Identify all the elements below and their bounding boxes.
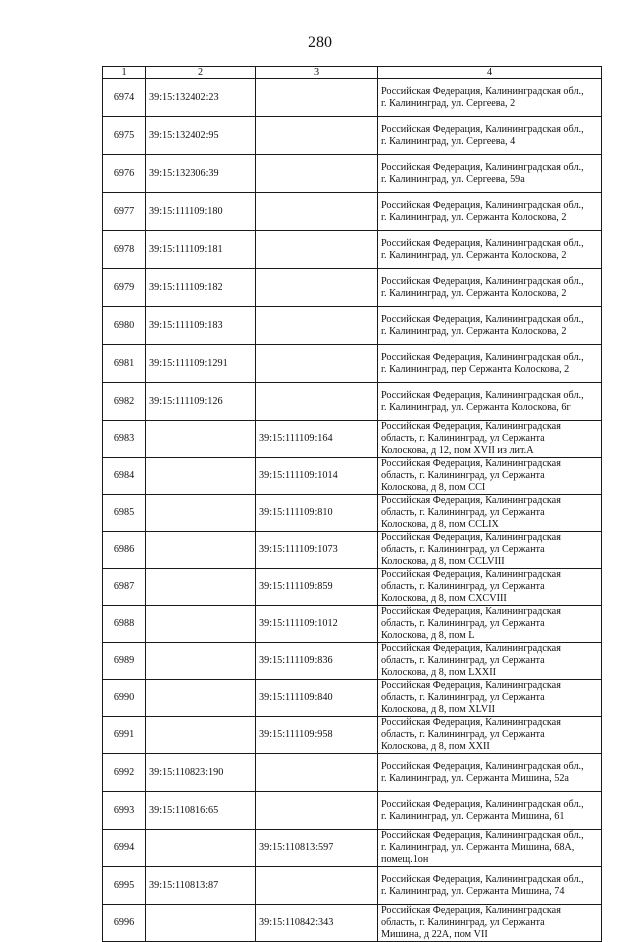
address-cell [378, 307, 602, 345]
land-cadastral-number-cell: 39:15:132402:23 [146, 79, 256, 117]
building-cadastral-number-cell: 39:15:111109:1014 [256, 458, 378, 495]
table-row [103, 231, 602, 269]
land-cadastral-number-cell: 39:15:110813:87 [146, 867, 256, 905]
land-cadastral-number-cell: 39:15:111109:1291 [146, 345, 256, 383]
land-cadastral-number-cell: 39:15:110816:65 [146, 792, 256, 830]
address-line: Российская Федерация, Калининградская обл., [381, 199, 584, 211]
address-line: Российская Федерация, Калининградская [381, 643, 561, 654]
address-cell [378, 754, 602, 792]
address-line: Российская Федерация, Калининградская обл., [381, 161, 584, 173]
building-cadastral-number-cell: 39:15:111109:810 [256, 495, 378, 532]
address-line: Колоскова, д 8, пом L [381, 630, 475, 641]
land-cadastral-number-cell [146, 532, 256, 569]
row-number-cell: 6978 [103, 231, 146, 269]
row-number-cell: 6995 [103, 867, 146, 905]
address-line: Российская Федерация, Калининградская [381, 680, 561, 691]
table-row [103, 155, 602, 193]
address-line: г. Калининград, ул. Сергеева, 2 [381, 97, 516, 109]
building-cadastral-number-cell: 39:15:111109:164 [256, 421, 378, 458]
table-row [103, 717, 602, 754]
land-cadastral-number-cell [146, 830, 256, 867]
address-cell [378, 383, 602, 421]
registry-table-body [103, 67, 602, 942]
land-cadastral-number-cell [146, 495, 256, 532]
address-cell [378, 193, 602, 231]
address-cell [378, 717, 602, 754]
table-row [103, 458, 602, 495]
column-header-2: 2 [146, 67, 256, 79]
building-cadastral-number-cell [256, 345, 378, 383]
address-line: г. Калининград, ул. Сергеева, 4 [381, 135, 516, 147]
building-cadastral-number-cell [256, 383, 378, 421]
row-number-cell: 6989 [103, 643, 146, 680]
address-cell [378, 606, 602, 643]
land-cadastral-number-cell: 39:15:110823:190 [146, 754, 256, 792]
address-line: область, г. Калининград, ул Сержанта [381, 433, 545, 444]
address-line: Российская Федерация, Калининградская [381, 532, 561, 543]
address-line: Российская Федерация, Калининградская обл., [381, 351, 584, 363]
address-line: область, г. Калининград, ул Сержанта [381, 692, 545, 703]
row-number-cell: 6984 [103, 458, 146, 495]
land-cadastral-number-cell [146, 905, 256, 942]
address-line: область, г. Калининград, ул Сержанта [381, 581, 545, 592]
address-line: г. Калининград, пер Сержанта Колоскова, 2 [381, 363, 570, 375]
building-cadastral-number-cell: 39:15:111109:1073 [256, 532, 378, 569]
building-cadastral-number-cell: 39:15:110813:597 [256, 830, 378, 867]
address-line: Российская Федерация, Калининградская обл., [381, 313, 584, 325]
building-cadastral-number-cell [256, 867, 378, 905]
address-line: Российская Федерация, Калининградская [381, 717, 561, 728]
building-cadastral-number-cell: 39:15:110842:343 [256, 905, 378, 942]
row-number-cell: 6992 [103, 754, 146, 792]
table-row [103, 117, 602, 155]
address-line: г. Калининград, ул. Сержанта Колоскова, 6г [381, 401, 571, 413]
address-cell [378, 421, 602, 458]
land-cadastral-number-cell: 39:15:111109:181 [146, 231, 256, 269]
land-cadastral-number-cell: 39:15:111109:126 [146, 383, 256, 421]
address-cell [378, 269, 602, 307]
address-cell [378, 792, 602, 830]
address-line: г. Калининград, ул. Сержанта Колоскова, 2 [381, 211, 567, 223]
address-line: Российская Федерация, Калининградская [381, 458, 561, 469]
address-line: область, г. Калининград, ул Сержанта [381, 917, 545, 928]
row-number-cell: 6993 [103, 792, 146, 830]
land-cadastral-number-cell: 39:15:111109:180 [146, 193, 256, 231]
column-header-4: 4 [378, 67, 602, 79]
table-header-row [103, 67, 602, 79]
address-line: Колоскова, д 8, пом CXCVIII [381, 593, 507, 604]
address-line: область, г. Калининград, ул Сержанта [381, 470, 545, 481]
table-row [103, 867, 602, 905]
address-cell [378, 231, 602, 269]
address-line: Колоскова, д 8, пом XXII [381, 741, 490, 752]
address-cell [378, 532, 602, 569]
address-cell [378, 495, 602, 532]
address-line: г. Калининград, ул. Сержанта Мишина, 74 [381, 885, 565, 897]
table-row [103, 193, 602, 231]
address-line: Российская Федерация, Калининградская [381, 569, 561, 580]
land-cadastral-number-cell [146, 717, 256, 754]
building-cadastral-number-cell [256, 269, 378, 307]
row-number-cell: 6988 [103, 606, 146, 643]
address-cell [378, 830, 602, 867]
address-line: Российская Федерация, Калининградская обл., [381, 760, 584, 772]
land-cadastral-number-cell [146, 643, 256, 680]
row-number-cell: 6977 [103, 193, 146, 231]
building-cadastral-number-cell [256, 117, 378, 155]
row-number-cell: 6979 [103, 269, 146, 307]
address-line: Колоскова, д 8, пом LXXII [381, 667, 497, 678]
column-header-1: 1 [103, 67, 146, 79]
table-row [103, 905, 602, 942]
address-line: Российская Федерация, Калининградская обл., [381, 873, 584, 885]
row-number-cell: 6981 [103, 345, 146, 383]
table-row [103, 495, 602, 532]
table-row [103, 79, 602, 117]
row-number-cell: 6975 [103, 117, 146, 155]
building-cadastral-number-cell [256, 79, 378, 117]
row-number-cell: 6976 [103, 155, 146, 193]
address-line: г. Калининград, ул. Сержанта Колоскова, 2 [381, 249, 567, 261]
address-line: г. Калининград, ул. Сержанта Колоскова, 2 [381, 325, 567, 337]
row-number-cell: 6985 [103, 495, 146, 532]
table-row [103, 307, 602, 345]
address-line: Российская Федерация, Калининградская обл., [381, 237, 584, 249]
building-cadastral-number-cell: 39:15:111109:958 [256, 717, 378, 754]
land-cadastral-number-cell: 39:15:111109:182 [146, 269, 256, 307]
row-number-cell: 6983 [103, 421, 146, 458]
address-line: г. Калининград, ул. Сергеева, 59а [381, 173, 525, 185]
table-row [103, 532, 602, 569]
row-number-cell: 6996 [103, 905, 146, 942]
row-number-cell: 6987 [103, 569, 146, 606]
table-row [103, 569, 602, 606]
building-cadastral-number-cell [256, 792, 378, 830]
address-cell [378, 117, 602, 155]
table-row [103, 643, 602, 680]
address-line: область, г. Калининград, ул Сержанта [381, 544, 545, 555]
building-cadastral-number-cell: 39:15:111109:836 [256, 643, 378, 680]
address-line: Колоскова, д 8, пом CCLVIII [381, 556, 505, 567]
building-cadastral-number-cell [256, 231, 378, 269]
address-line: Мишина, д 22А, пом VII [381, 929, 488, 940]
address-line: Российская Федерация, Калининградская обл., [381, 830, 584, 841]
building-cadastral-number-cell: 39:15:111109:840 [256, 680, 378, 717]
row-number-cell: 6974 [103, 79, 146, 117]
land-cadastral-number-cell: 39:15:132402:95 [146, 117, 256, 155]
building-cadastral-number-cell [256, 307, 378, 345]
table-row [103, 792, 602, 830]
land-cadastral-number-cell [146, 458, 256, 495]
address-line: Колоскова, д 8, пом CCI [381, 482, 486, 493]
row-number-cell: 6994 [103, 830, 146, 867]
row-number-cell: 6991 [103, 717, 146, 754]
address-line: г. Калининград, ул. Сержанта Мишина, 61 [381, 810, 565, 822]
address-line: г. Калининград, ул. Сержанта Мишина, 52а [381, 772, 569, 784]
building-cadastral-number-cell [256, 754, 378, 792]
table-row [103, 421, 602, 458]
address-line: Российская Федерация, Калининградская [381, 905, 561, 916]
address-line: область, г. Калининград, ул Сержанта [381, 618, 545, 629]
address-cell [378, 867, 602, 905]
table-row [103, 345, 602, 383]
address-cell [378, 643, 602, 680]
address-cell [378, 569, 602, 606]
address-cell [378, 79, 602, 117]
address-line: область, г. Калининград, ул Сержанта [381, 655, 545, 666]
row-number-cell: 6990 [103, 680, 146, 717]
row-number-cell: 6986 [103, 532, 146, 569]
table-row [103, 680, 602, 717]
address-line: Российская Федерация, Калининградская обл., [381, 85, 584, 97]
land-cadastral-number-cell: 39:15:132306:39 [146, 155, 256, 193]
address-line: Российская Федерация, Калининградская обл., [381, 798, 584, 810]
address-line: Российская Федерация, Калининградская обл., [381, 123, 584, 135]
land-cadastral-number-cell: 39:15:111109:183 [146, 307, 256, 345]
building-cadastral-number-cell: 39:15:111109:859 [256, 569, 378, 606]
column-header-3: 3 [256, 67, 378, 79]
registry-table [102, 66, 602, 942]
address-line: область, г. Калининград, ул Сержанта [381, 507, 545, 518]
address-line: г. Калининград, ул. Сержанта Мишина, 68А, [381, 842, 575, 853]
land-cadastral-number-cell [146, 606, 256, 643]
address-line: Российская Федерация, Калининградская [381, 495, 561, 506]
address-line: Российская Федерация, Калининградская [381, 606, 561, 617]
address-cell [378, 345, 602, 383]
address-line: помещ.1он [381, 854, 429, 865]
address-cell [378, 680, 602, 717]
building-cadastral-number-cell [256, 193, 378, 231]
address-line: Колоскова, д 8, пом XLVII [381, 704, 496, 715]
table-row [103, 754, 602, 792]
table-row [103, 269, 602, 307]
land-cadastral-number-cell [146, 569, 256, 606]
table-row [103, 606, 602, 643]
address-line: Российская Федерация, Калининградская [381, 421, 561, 432]
address-cell [378, 905, 602, 942]
address-cell [378, 155, 602, 193]
land-cadastral-number-cell [146, 421, 256, 458]
building-cadastral-number-cell [256, 155, 378, 193]
table-row [103, 383, 602, 421]
address-line: Колоскова, д 8, пом CCLIX [381, 519, 499, 530]
address-line: Российская Федерация, Калининградская обл., [381, 275, 584, 287]
address-line: Колоскова, д 12, пом XVII из лит.А [381, 445, 534, 456]
address-line: Российская Федерация, Калининградская обл., [381, 389, 584, 401]
address-cell [378, 458, 602, 495]
row-number-cell: 6982 [103, 383, 146, 421]
building-cadastral-number-cell: 39:15:111109:1012 [256, 606, 378, 643]
address-line: г. Калининград, ул. Сержанта Колоскова, 2 [381, 287, 567, 299]
row-number-cell: 6980 [103, 307, 146, 345]
land-cadastral-number-cell [146, 680, 256, 717]
page-number: 280 [308, 34, 332, 51]
address-line: область, г. Калининград, ул Сержанта [381, 729, 545, 740]
table-row [103, 830, 602, 867]
